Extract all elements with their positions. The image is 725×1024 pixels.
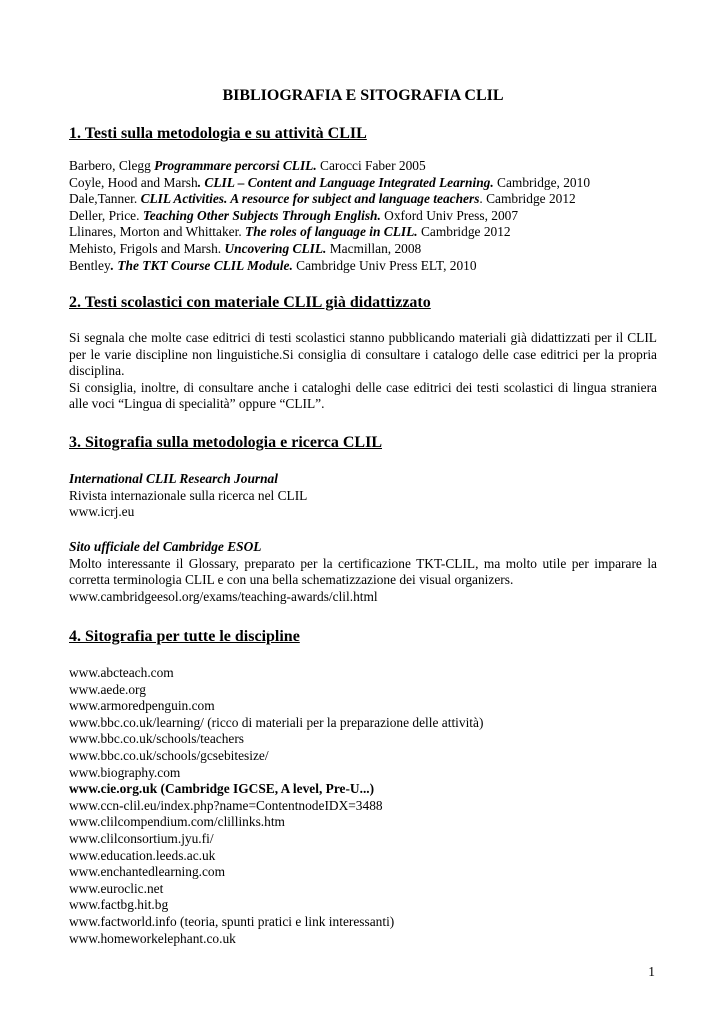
- reference-publisher: Oxford Univ Press, 2007: [380, 207, 519, 223]
- reference-title: . The TKT Course CLIL Module.: [110, 257, 293, 273]
- reference-item: [69, 258, 657, 275]
- reference-title: Teaching Other Subjects Through English.: [142, 207, 381, 223]
- reference-item: [69, 158, 657, 175]
- reference-title: Programmare percorsi CLIL.: [154, 158, 317, 173]
- entry-url[interactable]: www.icrj.eu: [69, 504, 135, 520]
- entry-description: Rivista internazionale sulla ricerca nel CLIL: [69, 487, 308, 503]
- reference-publisher: Macmillan, 2008: [326, 240, 422, 256]
- reference-publisher: Cambridge, 2010: [493, 174, 591, 190]
- link-item[interactable]: www.enchantedlearning.com: [69, 864, 226, 880]
- section-1-heading: 1. Testi sulla metodologia e su attività CLIL: [69, 125, 367, 142]
- reference-publisher: Cambridge 2012: [417, 224, 511, 240]
- link-item[interactable]: www.homeworkelephant.co.uk: [69, 930, 236, 946]
- reference-item: [69, 224, 657, 241]
- reference-title: CLIL Activities. A resource for subject and language teachers: [140, 191, 480, 207]
- entry-title: Sito ufficiale del Cambridge ESOL: [69, 539, 262, 554]
- link-item[interactable]: www.abcteach.com: [69, 665, 174, 680]
- reference-title: The roles of language in CLIL.: [245, 224, 418, 240]
- section-4-link-list: [69, 665, 657, 947]
- reference-publisher: Carocci Faber 2005: [316, 158, 426, 173]
- reference-title: Uncovering CLIL.: [224, 240, 327, 256]
- page-number: 1: [648, 964, 655, 979]
- section-3-entry-icrj: [69, 471, 657, 521]
- link-item[interactable]: www.ccn-clil.eu/index.php?name=ContentnodeIDX=3488: [69, 797, 383, 813]
- reference-author: Bentley: [69, 257, 111, 273]
- reference-title: . CLIL – Content and Language Integrated Learning.: [197, 174, 494, 190]
- section-3-heading: 3. Sitografia sulla metodologia e ricerca CLIL: [69, 434, 382, 451]
- reference-item: [69, 208, 657, 225]
- document-title: BIBLIOGRAFIA E SITOGRAFIA CLIL: [222, 87, 504, 104]
- reference-item: [69, 175, 657, 192]
- link-item[interactable]: www.biography.com: [69, 764, 181, 780]
- link-item[interactable]: www.aede.org: [69, 681, 146, 697]
- entry-description: Molto interessante il Glossary, preparato per la certificazione TKT-CLIL, ma molto utile per imparare la corretta terminologia CLIL e con una bella schematizzazione dei visual organizers.: [69, 555, 657, 588]
- reference-author: Dale,Tanner.: [69, 191, 141, 207]
- section-4-heading: 4. Sitografia per tutte le discipline: [69, 628, 300, 645]
- reference-author: Llinares, Morton and Whittaker.: [69, 224, 246, 240]
- section-3-entry-cambridge-esol: [69, 539, 657, 605]
- link-item[interactable]: www.cie.org.uk (Cambridge IGCSE, A level, Pre-U...): [69, 781, 375, 797]
- link-item[interactable]: www.clilconsortium.jyu.fi/: [69, 830, 214, 846]
- section-2-heading: 2. Testi scolastici con materiale CLIL già didattizzato: [69, 294, 431, 311]
- reference-author: Barbero, Clegg: [69, 158, 155, 173]
- reference-author: Coyle, Hood and Marsh: [69, 174, 198, 190]
- link-item[interactable]: www.factbg.hit.bg: [69, 897, 169, 913]
- link-item[interactable]: www.bbc.co.uk/schools/gcsebitesize/: [69, 747, 269, 763]
- reference-item: [69, 191, 657, 208]
- link-item[interactable]: www.bbc.co.uk/learning/ (ricco di materiali per la preparazione delle attività): [69, 714, 484, 730]
- reference-publisher: . Cambridge 2012: [479, 191, 576, 207]
- reference-item: [69, 241, 657, 258]
- section-2-paragraph: Si consiglia, inoltre, di consultare anche i cataloghi delle case editrici dei testi scolastici di lingua straniera alle voci “Lingua di specialità” oppure “CLIL”.: [69, 379, 657, 412]
- link-item[interactable]: www.education.leeds.ac.uk: [69, 847, 216, 863]
- link-item[interactable]: www.armoredpenguin.com: [69, 698, 215, 714]
- entry-title: International CLIL Research Journal: [69, 471, 278, 486]
- reference-author: Deller, Price.: [69, 207, 143, 223]
- section-1-reference-list: [69, 158, 657, 274]
- reference-author: Mehisto, Frigols and Marsh.: [69, 240, 225, 256]
- entry-url[interactable]: www.cambridgeesol.org/exams/teaching-awards/clil.html: [69, 588, 378, 604]
- link-item[interactable]: www.bbc.co.uk/schools/teachers: [69, 731, 245, 747]
- link-item[interactable]: www.clilcompendium.com/clillinks.htm: [69, 814, 285, 830]
- link-item[interactable]: www.euroclic.net: [69, 880, 164, 896]
- section-2-paragraph: Si segnala che molte case editrici di testi scolastici stanno pubblicando materiali già didattizzati per il CLIL per le varie discipline non linguistiche.Si consiglia di consultare i catalogo delle case editrici per la propria disciplina.: [69, 330, 657, 379]
- section-2-body: [69, 330, 657, 413]
- link-item[interactable]: www.factworld.info (teoria, spunti pratici e link interessanti): [69, 913, 395, 929]
- reference-publisher: Cambridge Univ Press ELT, 2010: [292, 257, 477, 273]
